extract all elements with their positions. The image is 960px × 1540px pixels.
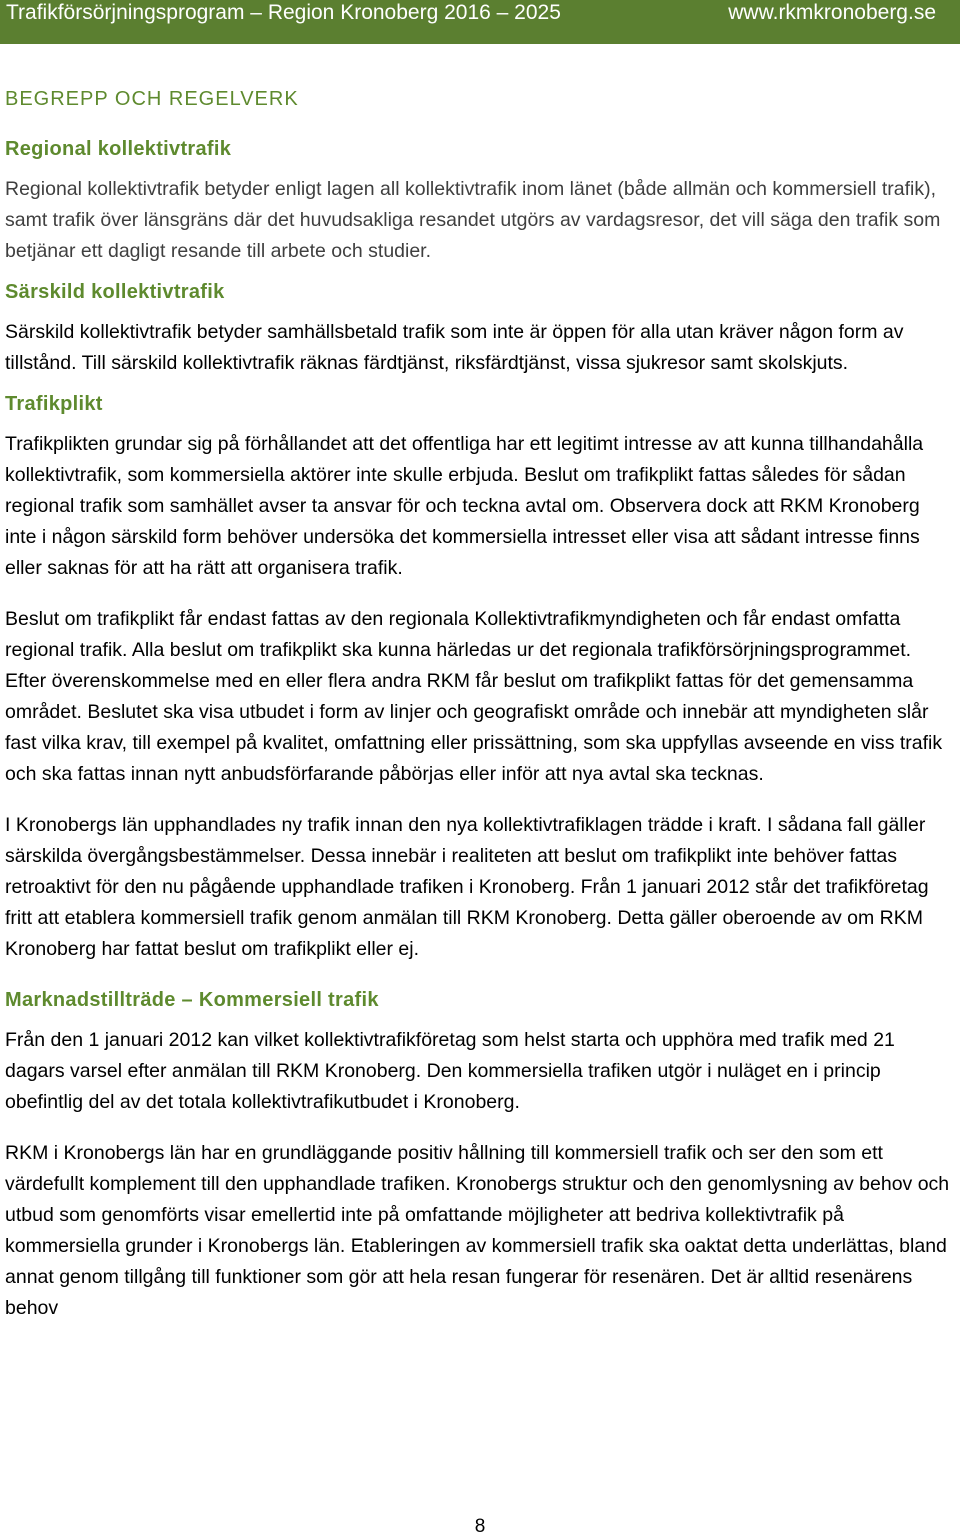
section-title: BEGREPP OCH REGELVERK [5, 88, 299, 110]
page-content [5, 84, 955, 1324]
heading-sarskild: Särskild kollektivtrafik [5, 281, 225, 303]
heading-trafikplikt: Trafikplikt [5, 393, 103, 415]
paragraph-marknad-2: RKM i Kronobergs län har en grundläggande positiv hållning till kommersiell trafik och ser den som ett värdefullt komplement till den upphandlade trafiken. Kronobergs struktur och den genomlysning av behov och utbud som genomförts visar emellertid inte på omfattande möjligheter att bedriva kollektivtrafik på kommersiella grunder i Kronobergs län. Etableringen av kommersiell trafik ska oaktat detta underlättas, bland annat genom tillgång till funktioner som gör att hela resan fungerar för resenären. Det är alltid resenärens behov [5, 1142, 950, 1319]
header-url[interactable]: www.rkmkronoberg.se [728, 1, 936, 24]
paragraph-sarskild: Särskild kollektivtrafik betyder samhällsbetald trafik som inte är öppen för alla utan kräver någon form av tillstånd. Till särskild kollektivtrafik räknas färdtjänst, riksfärdtjänst, vissa sjukresor samt skolskjuts. [5, 321, 904, 374]
page-header [0, 0, 960, 44]
paragraph-marknad-1: Från den 1 januari 2012 kan vilket kollektivtrafikföretag som helst starta och upphöra med trafik med 21 dagars varsel efter anmälan till RKM Kronoberg. Den kommersiella trafiken utgör i nuläget en i princip obefintlig del av det totala kollektivtrafikutbudet i Kronoberg. [5, 1029, 895, 1113]
paragraph-trafikplikt-3: I Kronobergs län upphandlades ny trafik innan den nya kollektivtrafiklagen trädde i kraft. I sådana fall gäller särskilda övergångsbestämmelser. Dessa innebär i realiteten att beslut om trafikplikt inte behöver fattas retroaktivt för den nu pågående upphandlade trafiken i Kronoberg. Från 1 januari 2012 står det trafikföretag fritt att etablera kommersiell trafik genom anmälan till RKM Kronoberg. Detta gäller oberoende av om RKM Kronoberg har fattat beslut om trafikplikt eller ej. [5, 814, 929, 960]
paragraph-trafikplikt-2: Beslut om trafikplikt får endast fattas av den regionala Kollektivtrafikmyndigheten och får endast omfatta regional trafik. Alla beslut om trafikplikt ska kunna härledas ur det regionala trafikförsörjningsprogrammet. Efter överenskommelse med en eller flera andra RKM får beslut om trafikplikt fattas för det gemensamma området. Beslutet ska visa utbudet i form av linjer och geografiskt område och innebär att myndigheten slår fast vilka krav, till exempel på kvalitet, omfattning eller prissättning, som ska uppfyllas avseende en viss trafik och ska fattas innan nytt anbudsförfarande påbörjas eller inför att nya avtal ska tecknas. [5, 608, 943, 785]
paragraph-regional: Regional kollektivtrafik betyder enligt lagen all kollektivtrafik inom länet (både allmän och kommersiell trafik), samt trafik över länsgräns där det huvudsakliga resandet utgörs av vardagsresor, det vill säga den trafik som betjänar ett dagligt resande till arbete och studier. [5, 178, 941, 262]
header-title: Trafikförsörjningsprogram – Region Kronoberg 2016 – 2025 [6, 1, 561, 24]
page-number: 8 [474, 1516, 486, 1537]
paragraph-trafikplikt-1: Trafikplikten grundar sig på förhållandet att det offentliga har ett legitimt intresse av att kunna tillhandahålla kollektivtrafik, som kommersiella aktörer inte skulle erbjuda. Beslut om trafikplikt fattas således för sådan regional trafik som samhället avser ta ansvar för och teckna avtal om. Observera dock att RKM Kronoberg inte i någon särskild form behöver undersöka det kommersiella intresset eller visa att sådant intresse finns eller saknas för att ha rätt att organisera trafik. [5, 433, 924, 579]
heading-marknadstilltrade: Marknadstillträde – Kommersiell trafik [5, 989, 379, 1011]
heading-regional: Regional kollektivtrafik [5, 138, 232, 160]
